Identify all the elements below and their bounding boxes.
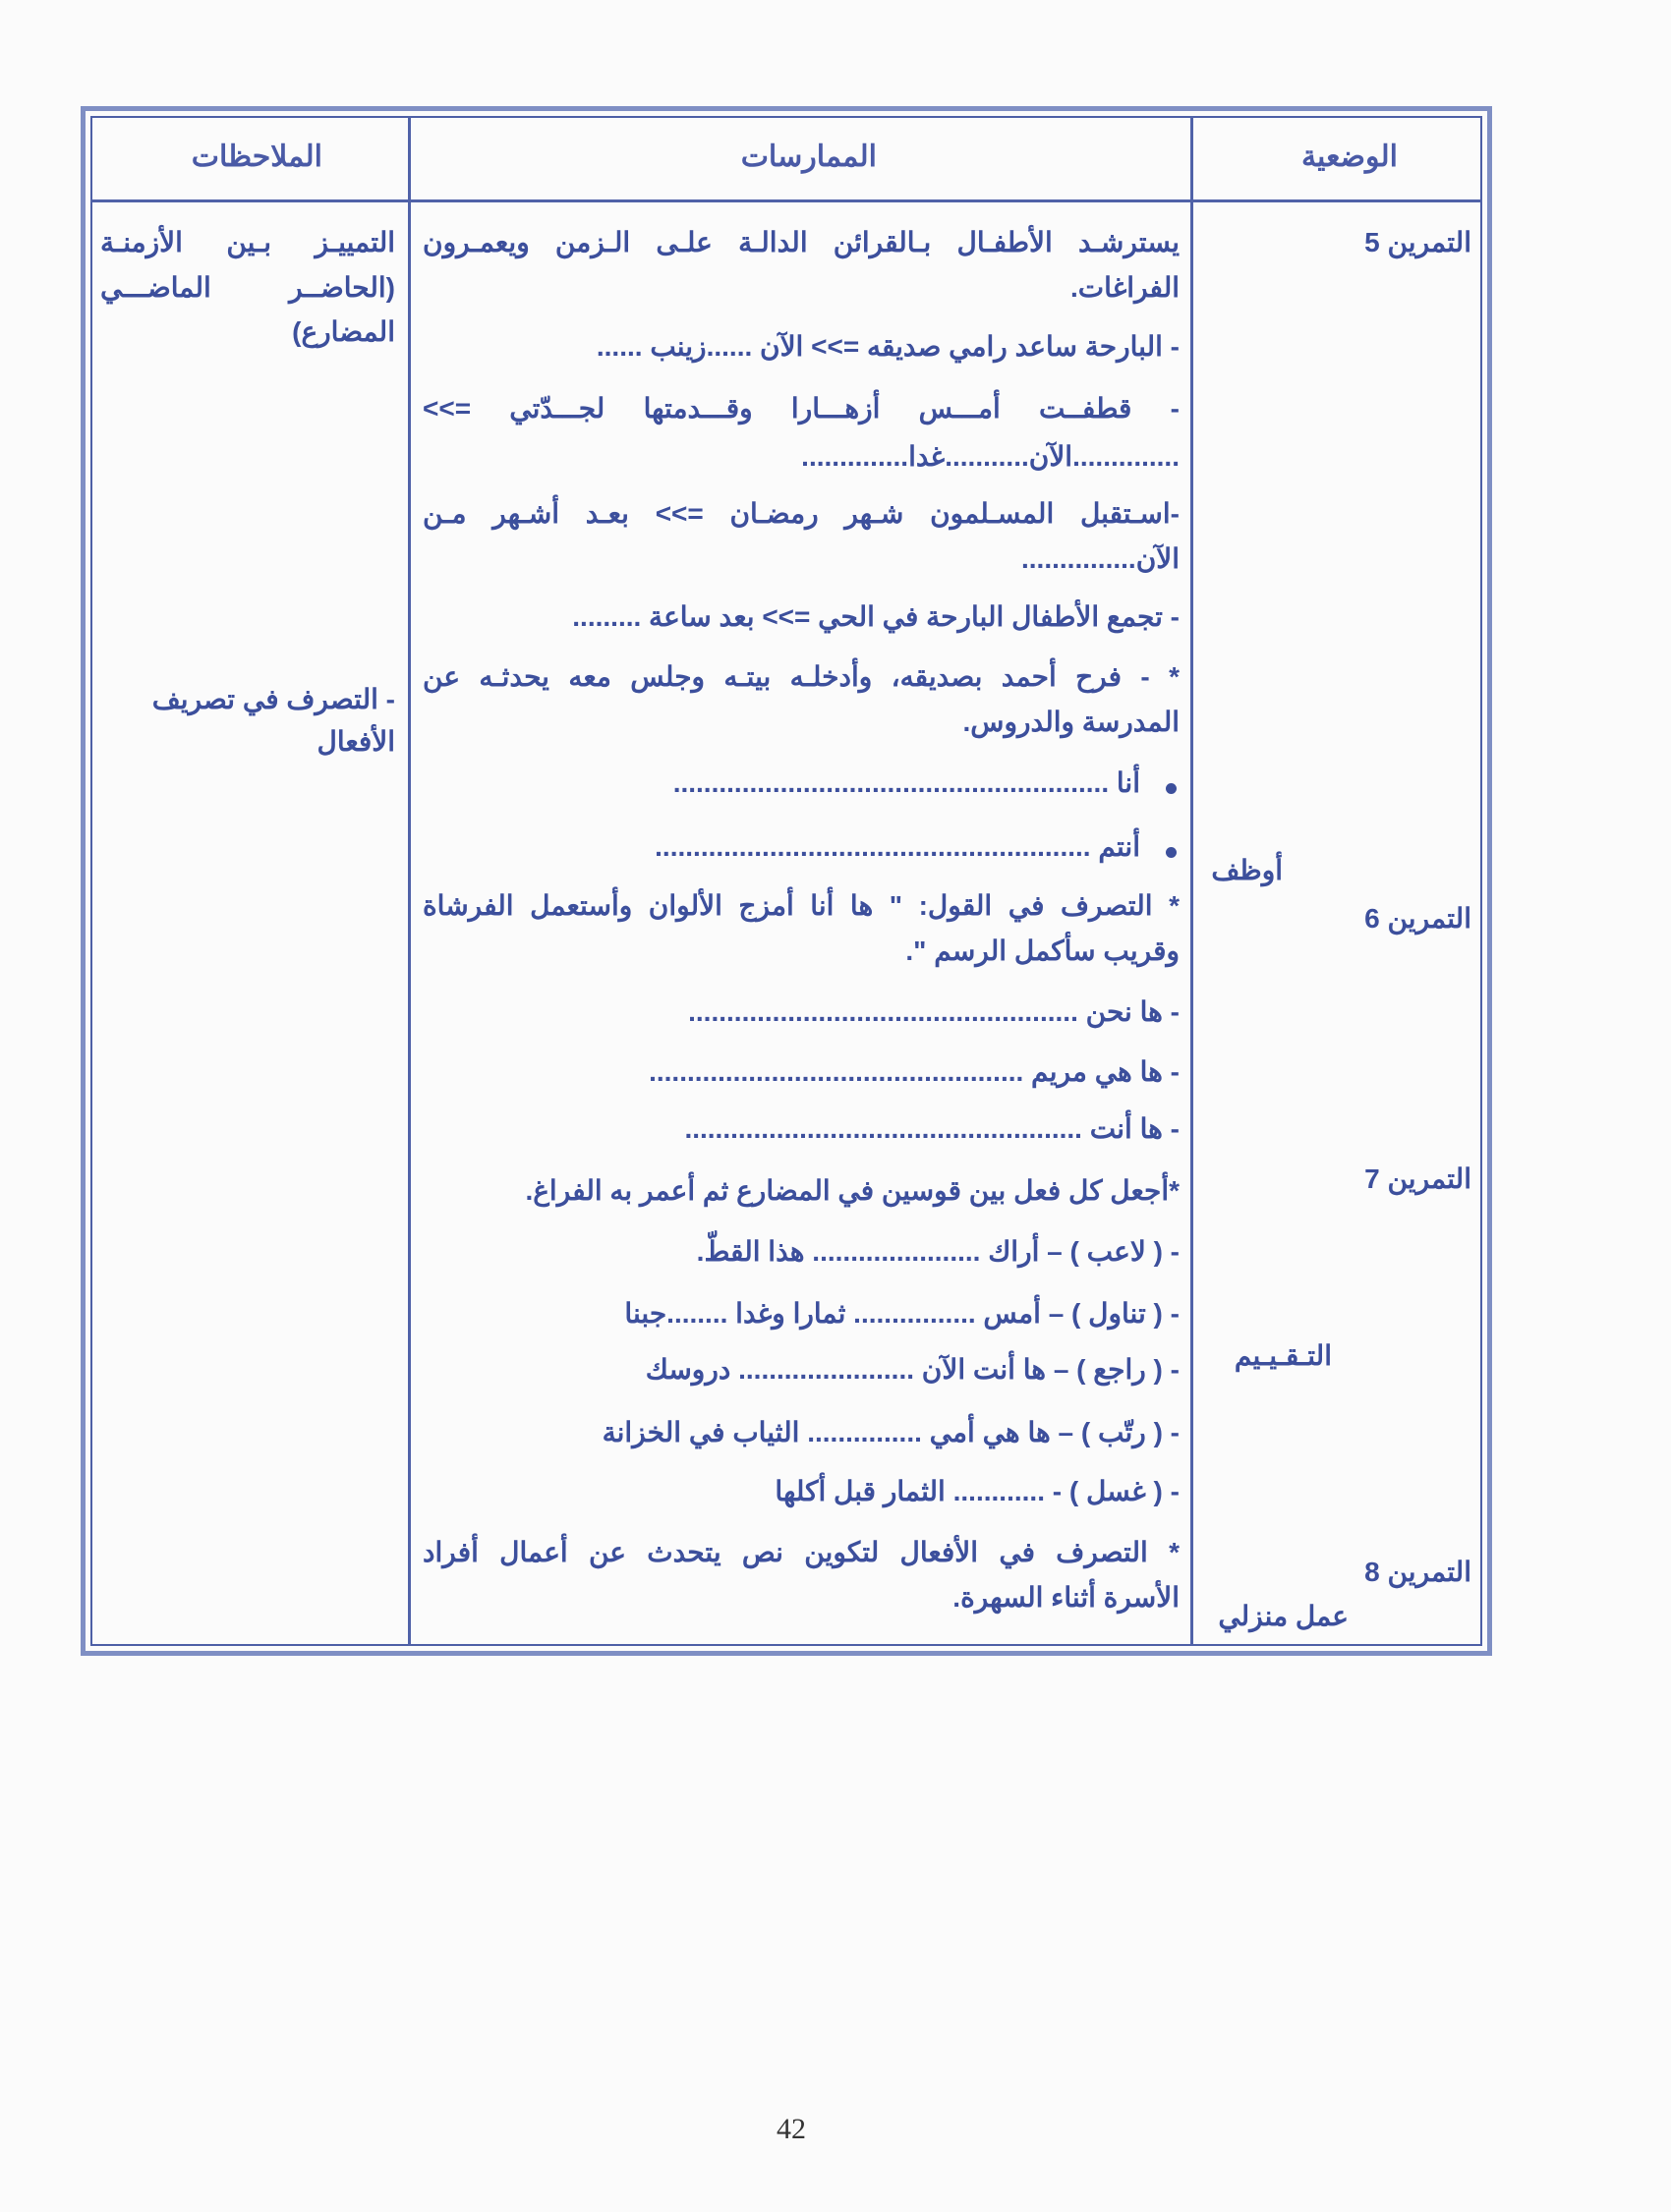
practice-line: - تجمع الأطفال البارحة في الحي =>> بعد ساعة ......... xyxy=(572,601,1180,632)
practice-line: -اسـتقبل المسـلمون شـهر رمضـان =>> بعـد أشـهر مـن xyxy=(423,498,1180,529)
practice-line: المدرسة والدروس. xyxy=(962,707,1180,737)
homework-label: عمل منزلي xyxy=(1218,1601,1349,1631)
practice-line: - ها أنت .................................................... xyxy=(684,1113,1180,1144)
practice-line: - ( راجع ) – ها أنت الآن ....................... دروسك xyxy=(645,1354,1180,1385)
practice-line: ..............الآن...........غدا.............. xyxy=(801,441,1180,472)
practice-line: أنتم ......................................................... xyxy=(655,831,1140,862)
column-divider xyxy=(408,116,411,1646)
practice-line: يسترشـد الأطفـال بـالقرائن الدالـة علـى الـزمن ويعمـرون xyxy=(423,227,1180,257)
header-divider xyxy=(90,199,1482,202)
practice-line: - ( رتّب ) – ها هي أمي ............... الثياب في الخزانة xyxy=(602,1417,1180,1447)
practice-line: - ( غسل ) - ............ الثمار قبل أكلها xyxy=(775,1476,1180,1506)
practice-line: - قطفــت أمـــس أزهـــارا وقـــدمتها لجـــدّتي =>> xyxy=(423,393,1180,424)
exercise-6-label: التمرين 6 xyxy=(1364,903,1471,934)
header-practices: الممارسات xyxy=(740,141,877,173)
note-2-line-1: - التصرف في تصريف xyxy=(151,684,395,714)
note-1-line-2: (الحاضــر الماضـــي xyxy=(100,272,395,303)
practice-line: - ( تناول ) – أمس ................ ثمارا وغدا ........جبنا xyxy=(624,1298,1180,1329)
note-1-line-3: المضارع) xyxy=(292,316,395,347)
practice-line: *أجعل كل فعل بين قوسين في المضارع ثم أعمر به الفراغ. xyxy=(525,1175,1180,1206)
header-situation: الوضعية xyxy=(1300,141,1398,173)
column-divider xyxy=(1190,116,1193,1646)
evaluation-label: التـقـيـيم xyxy=(1234,1340,1332,1371)
practice-line: * التصرف في القول: " ها أنا أمزج الألوان وأستعمل الفرشاة xyxy=(423,890,1180,921)
exercise-7-label: التمرين 7 xyxy=(1364,1163,1471,1194)
page-number: 42 xyxy=(777,2113,806,2145)
practice-line: أنا ......................................................... xyxy=(672,767,1140,798)
header-notes: الملاحظات xyxy=(191,141,322,173)
exercise-5-label: التمرين 5 xyxy=(1364,227,1471,257)
note-2-line-2: الأفعال xyxy=(317,726,395,757)
bullet-icon xyxy=(1166,783,1177,794)
practice-line: الآن............... xyxy=(1021,543,1180,574)
bullet-icon xyxy=(1166,847,1177,858)
note-1-line-1: التمييـز بـين الأزمنـة xyxy=(100,227,395,257)
practice-line: - ( لاعب ) – أراك ...................... هذا القطّ. xyxy=(696,1236,1180,1267)
exercise-8-label: التمرين 8 xyxy=(1364,1557,1471,1587)
employ-label: أوظف xyxy=(1211,855,1283,885)
practice-line: - ها نحن ................................................... xyxy=(688,996,1180,1027)
practice-line: - ها هي مريم ................................................. xyxy=(649,1056,1180,1087)
practice-line: - البارحة ساعد رامي صديقه =>> الآن ......زينب ...... xyxy=(596,331,1180,362)
practice-line: الفراغات. xyxy=(1069,272,1180,303)
practice-line: * - فرح أحمد بصديقه، وأدخلـه بيتـه وجلس معه يحدثـه عن xyxy=(423,661,1180,692)
practice-line: وقريب سأكمل الرسم ". xyxy=(905,936,1180,966)
practice-line: * التصرف في الأفعال لتكوين نص يتحدث عن أعمال أفراد xyxy=(423,1537,1180,1567)
practice-line: الأسرة أثناء السهرة. xyxy=(952,1582,1180,1613)
